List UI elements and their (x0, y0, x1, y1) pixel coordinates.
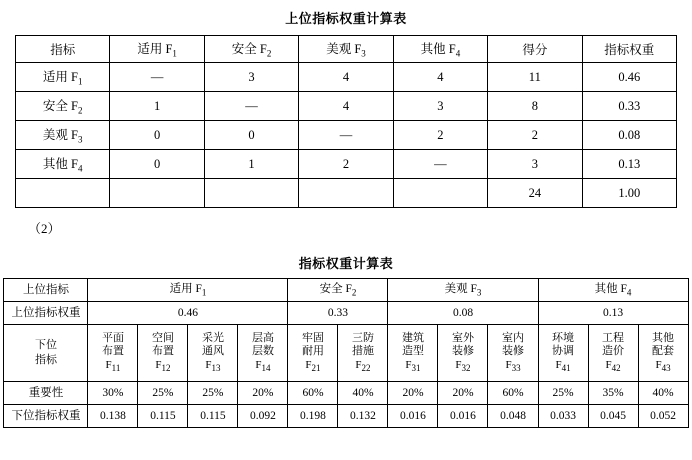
lower-index-6: 建筑 造型 $F_{31}$ (388, 325, 438, 382)
table1-r2c1: 0 (204, 121, 298, 150)
lower-index-9: 环境 协调 $F_{41}$ (538, 325, 588, 382)
subscript: 12 (161, 363, 171, 374)
subscript: 3 (78, 134, 83, 145)
lower-index-0: 平面 布置 $F_{11}$ (88, 325, 138, 382)
lower-index-label: 下位 指标 (4, 325, 88, 382)
table1-body (16, 63, 677, 208)
importance-9: 25% (538, 382, 588, 405)
upper-index-1: 安全 $F_2$ (288, 279, 388, 302)
importance-label: 重要性 (4, 382, 88, 405)
table1-r1-score: 8 (488, 92, 582, 121)
lower-weight-3: 0.092 (238, 405, 288, 428)
upper-weight-0: 0.46 (88, 302, 288, 325)
subscript: 1 (172, 48, 177, 59)
table1-r0-weight: 0.46 (582, 63, 676, 92)
table1-r1c2: 4 (299, 92, 393, 121)
lower-weight-10: 0.045 (588, 405, 638, 428)
subscript: 33 (511, 363, 521, 374)
table1-r3c3: — (393, 150, 487, 179)
importance-8: 60% (488, 382, 538, 405)
lower-index-1: 空间 布置 $F_{12}$ (138, 325, 188, 382)
table1-header (16, 36, 677, 63)
table1-row2-label: 美观 $F_3$ (16, 121, 110, 150)
importance-row (4, 382, 688, 405)
lower-weight-1: 0.115 (138, 405, 188, 428)
lower-weight-5: 0.132 (338, 405, 388, 428)
subscript: 22 (361, 363, 371, 374)
table1-col-2: 安全 $F_2$ (204, 36, 298, 63)
table1-r0c3: 4 (393, 63, 487, 92)
table1-r1-weight: 0.33 (582, 92, 676, 121)
table1-col-1: 适用 $F_1$ (110, 36, 204, 63)
subscript: 32 (461, 363, 471, 374)
subscript: 14 (261, 363, 271, 374)
table1-r2c0: 0 (110, 121, 204, 150)
importance-11: 40% (638, 382, 688, 405)
table1-col-4: 其他 $F_4$ (393, 36, 487, 63)
table1-col-3: 美观 $F_3$ (299, 36, 393, 63)
subscript: 11 (111, 363, 121, 374)
lower-weight-0: 0.138 (88, 405, 138, 428)
upper-weight-row (4, 302, 688, 325)
table1-r0c0: — (110, 63, 204, 92)
importance-4: 60% (288, 382, 338, 405)
subscript: 1 (201, 287, 207, 298)
table1-r2-weight: 0.08 (582, 121, 676, 150)
importance-7: 20% (438, 382, 488, 405)
importance-6: 20% (388, 382, 438, 405)
lower-index-row (4, 325, 688, 382)
table1-r1c0: 1 (110, 92, 204, 121)
subscript: 21 (311, 363, 321, 374)
table2-title: 指标权重计算表 (298, 256, 394, 271)
lower-index-5: 三防 措施 $F_{22}$ (338, 325, 388, 382)
subscript: 4 (455, 48, 461, 59)
upper-index-2: 美观 $F_3$ (388, 279, 538, 302)
index-weight-table (3, 278, 688, 428)
upper-index-label: 上位指标 (4, 279, 88, 302)
table1-r2c2: — (299, 121, 393, 150)
table1-col-6: 指标权重 (582, 36, 676, 63)
table1-total-label (16, 179, 110, 208)
table-row (16, 92, 677, 121)
lower-weight-row (4, 405, 688, 428)
table1-col-5: 得分 (488, 36, 582, 63)
table1-total-c0 (110, 179, 204, 208)
subscript: 2 (351, 287, 357, 298)
table1-row1-label: 安全 $F_2$ (16, 92, 110, 121)
subscript: 41 (561, 363, 571, 374)
lower-index-3: 层高 层数 $F_{14}$ (238, 325, 288, 382)
lower-weight-label: 下位指标权重 (4, 405, 88, 428)
lower-weight-11: 0.052 (638, 405, 688, 428)
lower-weight-6: 0.016 (388, 405, 438, 428)
table1-r1c1: — (204, 92, 298, 121)
table1-r3-weight: 0.13 (582, 150, 676, 179)
subscript: 1 (78, 76, 83, 87)
section-number: （2） (28, 221, 61, 236)
importance-3: 20% (238, 382, 288, 405)
table1-r3-score: 3 (488, 150, 582, 179)
table1-header-row (16, 36, 677, 63)
upper-index-3: 其他 $F_4$ (538, 279, 688, 302)
table1-r3c2: 2 (299, 150, 393, 179)
subscript: 3 (476, 287, 482, 298)
lower-weight-2: 0.115 (188, 405, 238, 428)
upper-weight-label: 上位指标权重 (4, 302, 88, 325)
lower-index-10: 工程 造价 $F_{42}$ (588, 325, 638, 382)
table-row (16, 150, 677, 179)
lower-index-8: 室内 装修 $F_{33}$ (488, 325, 538, 382)
table2-block (0, 253, 692, 428)
table1-total-row (16, 179, 677, 208)
subscript: 2 (78, 105, 83, 116)
subscript: 42 (611, 363, 621, 374)
table1-row3-label: 其他 $F_4$ (16, 150, 110, 179)
table1-col-0: 指标 (16, 36, 110, 63)
lower-weight-4: 0.198 (288, 405, 338, 428)
importance-2: 25% (188, 382, 238, 405)
importance-1: 25% (138, 382, 188, 405)
subscript: 3 (361, 48, 366, 59)
importance-10: 35% (588, 382, 638, 405)
table1-title: 上位指标权重计算表 (285, 11, 407, 26)
importance-0: 30% (88, 382, 138, 405)
upper-weight-2: 0.08 (388, 302, 538, 325)
lower-weight-8: 0.048 (488, 405, 538, 428)
table-row (16, 121, 677, 150)
table-row (16, 63, 677, 92)
lower-weight-9: 0.033 (538, 405, 588, 428)
table1-r0c1: 3 (204, 63, 298, 92)
subscript: 4 (626, 287, 632, 298)
table1-total-c2 (299, 179, 393, 208)
lower-index-7: 室外 装修 $F_{32}$ (438, 325, 488, 382)
table1-r3c1: 1 (204, 150, 298, 179)
subscript: 31 (411, 363, 421, 374)
table1-r0c2: 4 (299, 63, 393, 92)
subscript: 13 (211, 363, 221, 374)
table1-total-score: 24 (488, 179, 582, 208)
table1-r3c0: 0 (110, 150, 204, 179)
table1-r1c3: 3 (393, 92, 487, 121)
table1-r0-score: 11 (488, 63, 582, 92)
table1-row0-label: 适用 $F_1$ (16, 63, 110, 92)
table1-total-c1 (204, 179, 298, 208)
subscript: 43 (661, 363, 671, 374)
upper-index-weight-table (15, 35, 677, 208)
lower-index-4: 牢固 耐用 $F_{21}$ (288, 325, 338, 382)
upper-weight-1: 0.33 (288, 302, 388, 325)
upper-index-0: 适用 $F_1$ (88, 279, 288, 302)
table1-r2c3: 2 (393, 121, 487, 150)
lower-index-2: 采光 通风 $F_{13}$ (188, 325, 238, 382)
lower-index-11: 其他 配套 $F_{43}$ (638, 325, 688, 382)
table2-body (4, 279, 688, 428)
subscript: 4 (78, 163, 83, 174)
lower-weight-7: 0.016 (438, 405, 488, 428)
upper-index-row (4, 279, 688, 302)
table1-r2-score: 2 (488, 121, 582, 150)
table1-total-weight: 1.00 (582, 179, 676, 208)
subscript: 2 (266, 48, 272, 59)
table1-total-c3 (393, 179, 487, 208)
upper-weight-3: 0.13 (538, 302, 688, 325)
importance-5: 40% (338, 382, 388, 405)
